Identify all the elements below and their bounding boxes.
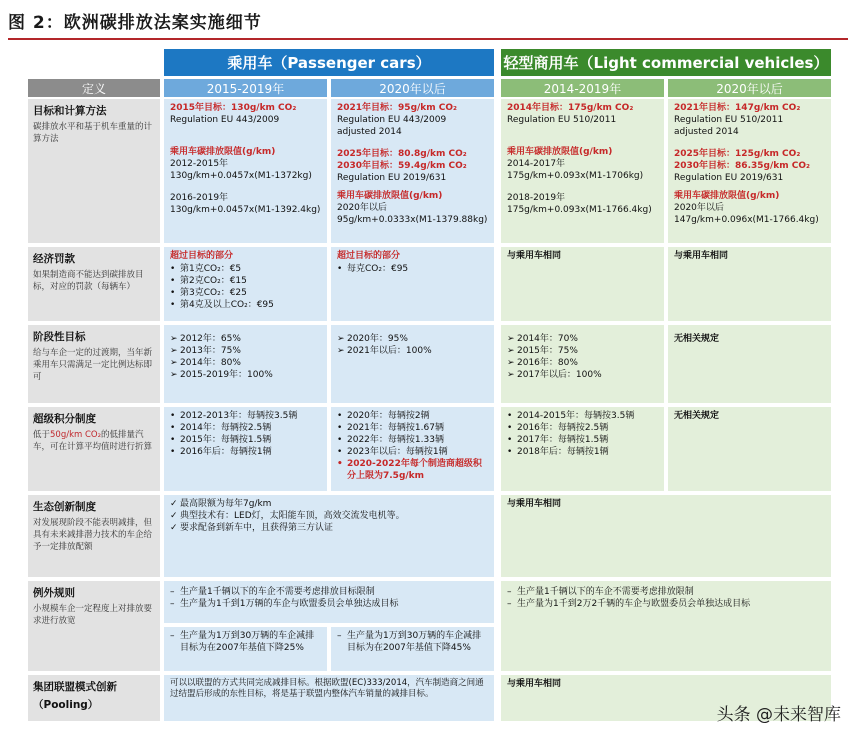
period-header: 2015-2019年 (164, 79, 327, 97)
list-item: • 2020年：每辆按2辆 (337, 410, 488, 422)
row-desc: 对发展现阶段不能表明减排，但具有未来减排潜力技术的车企给予一定排放配额 (33, 518, 153, 552)
list-item: • 2014-2015年：每辆按3.5辆 (507, 410, 658, 422)
cell-phasein-pass-2015 (164, 325, 327, 403)
list-item: ➢ 2015年：75% (507, 345, 658, 357)
list-item: • 2021年：每辆按1.67辆 (337, 422, 488, 434)
list-item: – 生产量为1万到30万辆的车企减排目标为在2007年基值下降25% (170, 630, 321, 654)
list-item: ➢ 2015-2019年：100% (170, 369, 321, 381)
cell-eco-passenger (164, 495, 494, 577)
cell-penalty-pass-2020 (331, 247, 494, 321)
cell-target-pass-2015 (164, 99, 327, 243)
list-item: • 第1克CO₂：€5 (170, 263, 321, 275)
title-divider (8, 38, 848, 40)
list-item: • 2017年：每辆按1.5辆 (507, 434, 658, 446)
cell-penalty-lcv-2014: 与乘用车相同 (501, 247, 664, 321)
formula-line: 95g/km+0.0333x(M1-1379.88kg) (337, 215, 488, 225)
formula-line: 175g/km+0.093x(M1-1766.4kg) (507, 205, 652, 215)
row-label-exempt (28, 581, 160, 671)
cell-eco-lcv: 与乘用车相同 (501, 495, 831, 577)
list-item: • 第3克CO₂：€25 (170, 287, 321, 299)
regulation-line: Regulation EU 2019/631 (337, 173, 447, 183)
list-item: ✓ 典型技术有：LED灯，太阳能车顶，高效交流发电机等。 (170, 510, 488, 522)
list-item: – 生产量1千辆以下的车企不需要考虑排放目标限制 (170, 586, 488, 598)
target-line: 2015年目标：130g/km CO₂ (170, 103, 297, 113)
target-line: 2025年目标：80.8g/km CO₂ (337, 149, 467, 159)
row-title: 阶段性目标 (33, 331, 86, 343)
cell-phasein-lcv-2020: 无相关规定 (668, 325, 831, 403)
cell-exempt-passenger (164, 581, 494, 623)
row-title: 生态创新制度 (33, 501, 96, 513)
regulation-line: Regulation EU 443/2009 (170, 115, 280, 125)
regulation-line: Regulation EU 2019/631 (674, 173, 784, 183)
target-line: 2021年目标：95g/km CO₂ (337, 103, 457, 113)
list-item: ➢ 2016年：80% (507, 357, 658, 369)
regulation-line: Regulation EU 510/2011 (674, 115, 784, 125)
figure-title: 图 2：欧洲碳排放法案实施细节 (8, 13, 262, 33)
list-item: • 2016年：每辆按2.5辆 (507, 422, 658, 434)
formula-line: 175g/km+0.093x(M1-1706kg) (507, 171, 644, 181)
regulation-line: adjusted 2014 (674, 127, 739, 137)
cell-phasein-pass-2020 (331, 325, 494, 403)
row-desc: 低于50g/km CO₂的低排量汽车，可在计算平均值时进行折算 (33, 430, 153, 452)
list-item: ✓ 最高限额为每年7g/km (170, 498, 488, 510)
target-line: 2014年目标：175g/km CO₂ (507, 103, 634, 113)
cell-supercredit-pass-2020 (331, 407, 494, 491)
row-label-penalty (28, 247, 160, 321)
cell-supercredit-lcv-2020: 无相关规定 (668, 407, 831, 491)
cell-pooling-passenger: 可以以联盟的方式共同完成减排目标。根据欧盟(EC)333/2014，汽车制造商之间通过结盟后形成的东性目标，将是基于联盟内整体汽车销量的减排目标。 (164, 675, 494, 721)
target-line: 2030年目标：86.35g/km CO₂ (674, 161, 810, 171)
formula-line: 130g/km+0.0457x(M1-1392.4kg) (170, 205, 321, 215)
limit-heading: 乘用车碳排放限值(g/km) (170, 147, 276, 157)
list-item: ➢ 2013年：75% (170, 345, 321, 357)
period-line: 2014-2017年 (507, 159, 566, 169)
list-item: ✓ 要求配备到新车中，且获得第三方认证 (170, 522, 488, 534)
list-item: • 第4克及以上CO₂：€95 (170, 299, 321, 311)
cell-target-pass-2020 (331, 99, 494, 243)
row-label-pooling (28, 675, 160, 721)
row-desc: 小规模车企一定程度上对排放要求进行放宽 (33, 604, 153, 626)
regulation-line: Regulation EU 443/2009 (337, 115, 447, 125)
period-header: 2014-2019年 (501, 79, 664, 97)
list-item: – 生产量为1万到30万辆的车企减排目标为在2007年基值下降45% (337, 630, 488, 654)
row-label-eco (28, 495, 160, 577)
cell-penalty-pass-2015 (164, 247, 327, 321)
list-item: ➢ 2020年：95% (337, 333, 488, 345)
penalty-heading: 超过目标的部分 (170, 251, 234, 261)
cell-target-lcv-2020 (668, 99, 831, 243)
cell-pooling-lcv: 与乘用车相同 (501, 675, 831, 721)
target-line: 2025年目标：125g/km CO₂ (674, 149, 801, 159)
cell-phasein-lcv-2014 (501, 325, 664, 403)
limit-heading: 乘用车碳排放限值(g/km) (507, 147, 613, 157)
list-item: • 2016年后：每辆按1辆 (170, 446, 321, 458)
cell-penalty-lcv-2020: 与乘用车相同 (668, 247, 831, 321)
passenger-cars-header: 乘用车（Passenger cars） (164, 49, 494, 76)
penalty-heading: 超过目标的部分 (337, 251, 401, 261)
regulation-line: Regulation EU 510/2011 (507, 115, 617, 125)
list-item: – 生产量为1千到1万辆的车企与欧盟委员会单独达成目标 (170, 598, 488, 610)
cell-exempt-pass-2020 (331, 627, 494, 671)
row-title: 经济罚款 (33, 253, 75, 265)
cell-exempt-lcv (501, 581, 831, 671)
row-title: （Pooling） (33, 699, 99, 711)
period-line: 2016-2019年 (170, 193, 229, 203)
list-item: • 每克CO₂：€95 (337, 263, 488, 275)
limit-heading: 乘用车碳排放限值(g/km) (674, 191, 780, 201)
list-item: • 第2克CO₂：€15 (170, 275, 321, 287)
definition-header: 定义 (28, 79, 160, 97)
cell-target-lcv-2014 (501, 99, 664, 243)
list-item: ➢ 2021年以后：100% (337, 345, 488, 357)
target-line: 2030年目标：59.4g/km CO₂ (337, 161, 467, 171)
row-desc: 给与车企一定的过渡期，当年新乘用车只需满足一定比例达标即可 (33, 348, 153, 382)
list-item: • 2020-2022年每个制造商超级积分上限为7.5g/km (337, 458, 488, 482)
cell-supercredit-lcv-2014 (501, 407, 664, 491)
row-desc: 如果制造商不能达到碳排放目标，对应的罚款（每辆车） (33, 270, 144, 292)
cell-exempt-pass-2015 (164, 627, 327, 671)
limit-heading: 乘用车碳排放限值(g/km) (337, 191, 443, 201)
period-line: 2020年以后 (337, 203, 387, 213)
row-title: 集团联盟模式创新 (33, 681, 117, 693)
list-item: • 2014年：每辆按2.5辆 (170, 422, 321, 434)
row-desc: 碳排放水平和基于机车重量的计算方法 (33, 122, 153, 144)
row-label-phasein (28, 325, 160, 403)
list-item: ➢ 2014年：70% (507, 333, 658, 345)
list-item: • 2018年后：每辆按1辆 (507, 446, 658, 458)
list-item: – 生产量为1千到2万2千辆的车企与欧盟委员会单独达成目标 (507, 598, 825, 610)
row-title: 目标和计算方法 (33, 105, 107, 117)
regulation-line: adjusted 2014 (337, 127, 402, 137)
row-label-supercredit (28, 407, 160, 491)
list-item: ➢ 2014年：80% (170, 357, 321, 369)
row-title: 例外规则 (33, 587, 75, 599)
period-line: 2018-2019年 (507, 193, 566, 203)
list-item: ➢ 2017年以后：100% (507, 369, 658, 381)
row-title: 超级积分制度 (33, 413, 96, 425)
lcv-header: 轻型商用车（Light commercial vehicles） (501, 49, 831, 76)
period-line: 2020年以后 (674, 203, 724, 213)
list-item: ➢ 2012年：65% (170, 333, 321, 345)
formula-line: 130g/km+0.0457x(M1-1372kg) (170, 171, 312, 181)
row-label-target (28, 99, 160, 243)
target-line: 2021年目标：147g/km CO₂ (674, 103, 801, 113)
list-item: • 2015年：每辆按1.5辆 (170, 434, 321, 446)
watermark: 头条 @未来智库 (716, 705, 841, 725)
formula-line: 147g/km+0.096x(M1-1766.4kg) (674, 215, 819, 225)
period-line: 2012-2015年 (170, 159, 229, 169)
list-item: – 生产量1千辆以下的车企不需要考虑排放限制 (507, 586, 825, 598)
list-item: • 2012-2013年：每辆按3.5辆 (170, 410, 321, 422)
list-item: • 2022年：每辆按1.33辆 (337, 434, 488, 446)
period-header: 2020年以后 (668, 79, 831, 97)
list-item: • 2023年以后：每辆按1辆 (337, 446, 488, 458)
period-header: 2020年以后 (331, 79, 494, 97)
cell-supercredit-pass-2015 (164, 407, 327, 491)
